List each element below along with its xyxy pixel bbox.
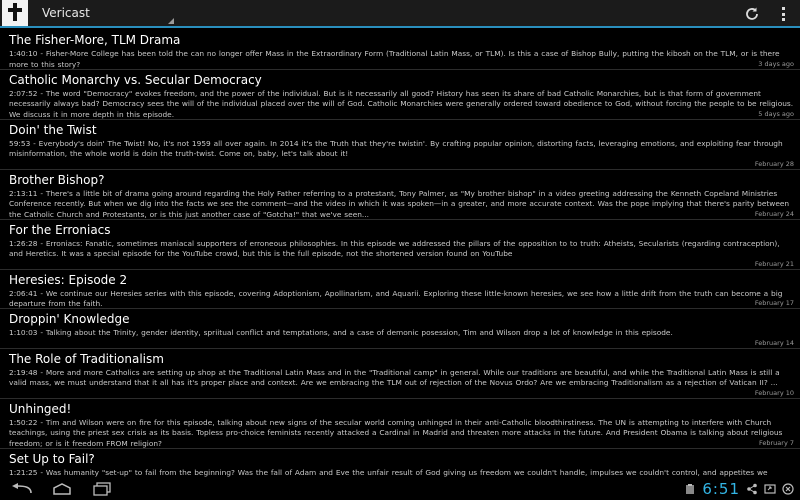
episode-list[interactable] bbox=[0, 30, 800, 478]
episode-date: February 7 bbox=[758, 438, 794, 447]
episode-description: 2:07:52 - The word "Democracy" evokes freedom, and the power of the individual. But is it necessarily all good? History has seen its share of bad Catholic Monarchies, but is that form of government necessarily always bad? Democracy sees the will of the individual placed over the will of God. Catholic Monarchies were generally ordered toward obedience to God, without forcing the people to be religious. We discuss it in more depth in this episode. bbox=[9, 88, 794, 119]
share-icon bbox=[746, 483, 758, 495]
list-item[interactable] bbox=[0, 270, 800, 310]
episode-title: Set Up to Fail? bbox=[9, 451, 95, 466]
episode-title: Unhinged! bbox=[9, 401, 72, 416]
episode-title: Heresies: Episode 2 bbox=[9, 272, 128, 287]
action-bar bbox=[0, 0, 800, 28]
episode-title: Brother Bishop? bbox=[9, 172, 105, 187]
episode-description: 1:50:22 - Tim and Wilson were on fire for this episode, talking about new signs of the secular world coming unhinged in their anti-Catholic bloodthirstiness. The UN is attempting to interfere with Church teachings, using the priest sex crisis as its basis. Topless pro-choice feminists recently attacked a Cardinal in Madrid and threaten more attacks in the future. And President Obama is talking about religious freedom; or is it freedom FROM religion? bbox=[9, 417, 783, 448]
episode-date: February 14 bbox=[754, 338, 794, 347]
refresh-icon bbox=[744, 6, 760, 22]
clipboard-icon bbox=[684, 483, 696, 495]
home-icon bbox=[52, 483, 72, 495]
list-item[interactable] bbox=[0, 399, 800, 449]
episode-description: 1:21:25 - Was humanity "set-up" to fail from the beginning? Was the fall of Adam and Eve the unfair result of God giving us freedom we couldn't handle, impulses we couldn't control, and appetites we bbox=[9, 467, 768, 477]
episode-title: Droppin' Knowledge bbox=[9, 312, 130, 326]
refresh-button[interactable] bbox=[736, 0, 768, 28]
close-circle-icon bbox=[782, 483, 794, 495]
episode-title: Catholic Monarchy vs. Secular Democracy bbox=[9, 72, 262, 87]
back-button[interactable] bbox=[4, 478, 40, 500]
episode-date: February 21 bbox=[754, 259, 794, 268]
home-button[interactable] bbox=[44, 478, 80, 500]
episode-description: 1:40:10 - Fisher-More College has been told the can no longer offer Mass in the Extraordinary Form (Traditional Latin Mass, or TLM). Is this a case of Bishop Bully, putting the kibosh on the TLM, or is there more to this story? bbox=[9, 49, 780, 69]
episode-date: 3 days ago bbox=[758, 59, 794, 68]
list-item[interactable] bbox=[0, 349, 800, 399]
episode-title: The Fisher-More, TLM Drama bbox=[9, 33, 181, 47]
list-item[interactable] bbox=[0, 220, 800, 270]
episode-description: 2:13:11 - There's a little bit of drama going around regarding the Holy Father referring to a protestant, Tony Palmer, as "My brother bishop" in a video greeting addressing the Kenneth Copeland Ministries Conference recently. But when we dig into the facts we see the comment—and the video in which it was spoken—in a greater, and more accurate context. Was the pope implying that there's parity between the Catholic Church and Protestants, or is this just another case of "Gotcha!" that we've seen... bbox=[9, 188, 790, 219]
list-item[interactable] bbox=[0, 30, 800, 70]
episode-date: 5 days ago bbox=[758, 109, 794, 118]
clock: 6:51 bbox=[702, 480, 740, 498]
episode-description: 2:06:41 - We continue our Heresies series with this episode, covering Adoptionism, Apollinarism, and Aquarii. Exploring these little-known heresies, we see how a little drift from the truth can become a big departure from the faith. bbox=[9, 288, 783, 308]
recent-apps-icon bbox=[92, 482, 112, 496]
episode-date: February 28 bbox=[754, 159, 794, 168]
recent-apps-button[interactable] bbox=[84, 478, 120, 500]
list-item[interactable] bbox=[0, 120, 800, 170]
episode-date: February 17 bbox=[754, 299, 794, 307]
episode-description: 1:26:28 - Erroniacs: Fanatic, sometimes maniacal supporters of erroneous philosophies. In this episode we addressed the pillars of the opposition to to truth: Atheists, Secularists (regarding contraception), and Heretics. It was a special episode for the YouTube crowd, but this is the full episode, not the shortened version found on YouTube bbox=[9, 238, 780, 258]
system-nav-bar bbox=[0, 478, 800, 500]
episode-date: February 10 bbox=[754, 388, 794, 397]
overflow-menu-icon bbox=[782, 7, 786, 21]
episode-title: The Role of Traditionalism bbox=[9, 351, 164, 366]
episode-description: 1:10:03 - Talking about the Trinity, gender identity, spriitual conflict and temptations, and a case of demonic posession, Tim and Wilson drop a lot of knowledge in this episode. bbox=[9, 328, 673, 337]
dropdown-indicator-icon[interactable] bbox=[168, 18, 174, 24]
list-item[interactable] bbox=[0, 70, 800, 120]
episode-title: Doin' the Twist bbox=[9, 122, 97, 137]
episode-date: February 24 bbox=[754, 209, 794, 218]
cross-logo-icon[interactable] bbox=[2, 0, 28, 26]
list-item[interactable] bbox=[0, 449, 800, 480]
episode-description: 59:53 - Everybody's doin' The Twist! No, it's not 1959 all over again. In 2014 it's the Truth that they're twistin'. By crafting popular opinion, distorting facts, leveraging emotions, and exploiting fear through misinformation, the whole world is doin the truth-twist. Come on, baby, let's talk about it! bbox=[9, 138, 783, 158]
screen-icon bbox=[764, 483, 776, 495]
episode-title: For the Erroniacs bbox=[9, 222, 111, 237]
back-icon bbox=[11, 483, 33, 495]
list-item[interactable] bbox=[0, 170, 800, 220]
overflow-menu-button[interactable] bbox=[768, 0, 800, 28]
app-title[interactable]: Vericast bbox=[42, 6, 90, 20]
list-item[interactable] bbox=[0, 309, 800, 349]
episode-description: 2:19:48 - More and more Catholics are setting up shop at the Traditional Latin Mass and in the "Traditional camp" in general. While our traditions are beautiful, and while the Traditional Latin Mass is still a valid mass, we must understand that it all has it's proper place and context. Are we embracing the TLM out of rejection of the Novus Ordo? Are we embracing Traditionalism as a rejection of Vatican II? ... bbox=[9, 367, 780, 387]
